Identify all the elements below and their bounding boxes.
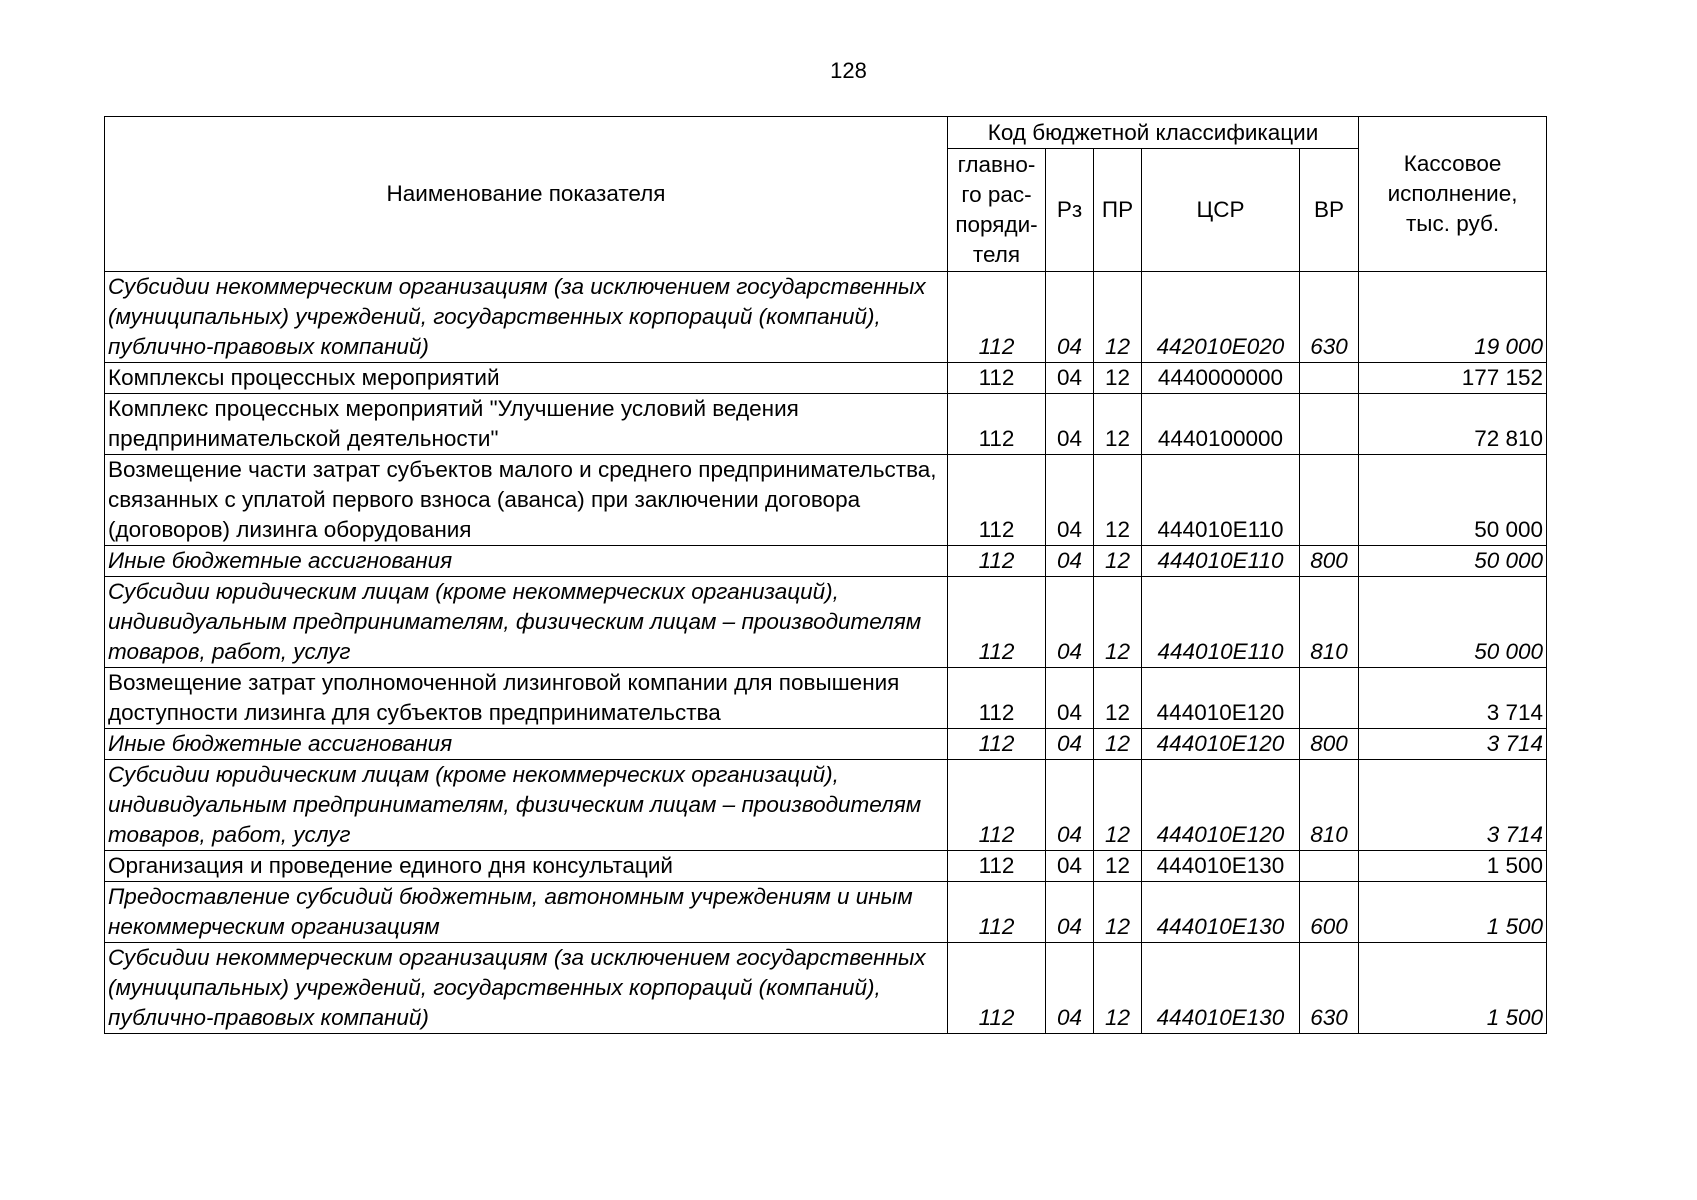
row-manager-code: 112 xyxy=(948,577,1046,668)
row-rz: 04 xyxy=(1046,943,1094,1034)
row-name: Субсидии юридическим лицам (кроме некоммерческих организаций), индивидуальным предпринимателям, физическим лицам – производителям товаров, работ, услуг xyxy=(105,577,948,668)
row-name: Субсидии некоммерческим организациям (за исключением государственных (муниципальных) учреждений, государственных корпораций (компаний), публично-правовых компаний) xyxy=(105,943,948,1034)
table-row xyxy=(105,668,1547,729)
row-csr: 444010Е130 xyxy=(1142,943,1300,1034)
row-pr: 12 xyxy=(1094,394,1142,455)
header-name: Наименование показателя xyxy=(105,117,948,272)
row-vr: 630 xyxy=(1300,943,1359,1034)
table-row xyxy=(105,363,1547,394)
row-amount: 3 714 xyxy=(1359,729,1547,760)
table-row xyxy=(105,760,1547,851)
row-rz: 04 xyxy=(1046,729,1094,760)
row-csr: 444010Е110 xyxy=(1142,577,1300,668)
row-manager-code: 112 xyxy=(948,363,1046,394)
table-row xyxy=(105,394,1547,455)
row-pr: 12 xyxy=(1094,363,1142,394)
header-pr: ПР xyxy=(1094,149,1142,272)
row-amount: 3 714 xyxy=(1359,760,1547,851)
row-rz: 04 xyxy=(1046,455,1094,546)
row-vr xyxy=(1300,394,1359,455)
row-name: Организация и проведение единого дня консультаций xyxy=(105,851,948,882)
row-rz: 04 xyxy=(1046,577,1094,668)
row-pr: 12 xyxy=(1094,882,1142,943)
row-pr: 12 xyxy=(1094,455,1142,546)
table-header xyxy=(105,117,1547,272)
table-row xyxy=(105,272,1547,363)
row-amount: 1 500 xyxy=(1359,882,1547,943)
row-amount: 50 000 xyxy=(1359,577,1547,668)
row-csr: 444010Е120 xyxy=(1142,729,1300,760)
row-rz: 04 xyxy=(1046,851,1094,882)
row-vr xyxy=(1300,363,1359,394)
header-rz: Рз xyxy=(1046,149,1094,272)
row-amount: 72 810 xyxy=(1359,394,1547,455)
row-manager-code: 112 xyxy=(948,455,1046,546)
row-vr: 600 xyxy=(1300,882,1359,943)
row-csr: 444010Е120 xyxy=(1142,668,1300,729)
row-amount: 1 500 xyxy=(1359,851,1547,882)
row-rz: 04 xyxy=(1046,546,1094,577)
page-number: 128 xyxy=(830,58,867,83)
row-vr xyxy=(1300,668,1359,729)
header-csr: ЦСР xyxy=(1142,149,1300,272)
row-name: Иные бюджетные ассигнования xyxy=(105,729,948,760)
header-amount: Кассовое исполнение, тыс. руб. xyxy=(1359,117,1547,272)
table-row xyxy=(105,729,1547,760)
row-name: Предоставление субсидий бюджетным, автономным учреждениям и иным некоммерческим организациям xyxy=(105,882,948,943)
row-manager-code: 112 xyxy=(948,729,1046,760)
row-amount: 1 500 xyxy=(1359,943,1547,1034)
row-pr: 12 xyxy=(1094,851,1142,882)
row-pr: 12 xyxy=(1094,546,1142,577)
row-csr: 444010Е110 xyxy=(1142,455,1300,546)
table-row xyxy=(105,577,1547,668)
row-csr: 444010Е120 xyxy=(1142,760,1300,851)
row-amount: 3 714 xyxy=(1359,668,1547,729)
row-pr: 12 xyxy=(1094,272,1142,363)
row-vr: 810 xyxy=(1300,577,1359,668)
row-csr: 444010Е130 xyxy=(1142,851,1300,882)
table-row xyxy=(105,882,1547,943)
row-pr: 12 xyxy=(1094,668,1142,729)
table-row xyxy=(105,943,1547,1034)
row-name: Комплексы процессных мероприятий xyxy=(105,363,948,394)
header-code-group: Код бюджетной классификации xyxy=(948,117,1359,149)
row-amount: 50 000 xyxy=(1359,455,1547,546)
row-amount: 19 000 xyxy=(1359,272,1547,363)
row-manager-code: 112 xyxy=(948,882,1046,943)
row-name: Возмещение затрат уполномоченной лизинговой компании для повышения доступности лизинга для субъектов предпринимательства xyxy=(105,668,948,729)
row-vr xyxy=(1300,851,1359,882)
row-name: Иные бюджетные ассигнования xyxy=(105,546,948,577)
row-pr: 12 xyxy=(1094,760,1142,851)
row-amount: 50 000 xyxy=(1359,546,1547,577)
row-csr: 4440000000 xyxy=(1142,363,1300,394)
row-rz: 04 xyxy=(1046,760,1094,851)
row-rz: 04 xyxy=(1046,363,1094,394)
row-manager-code: 112 xyxy=(948,394,1046,455)
table-row xyxy=(105,851,1547,882)
row-rz: 04 xyxy=(1046,668,1094,729)
row-name: Субсидии некоммерческим организациям (за исключением государственных (муниципальных) учреждений, государственных корпораций (компаний), публично-правовых компаний) xyxy=(105,272,948,363)
row-rz: 04 xyxy=(1046,882,1094,943)
row-amount: 177 152 xyxy=(1359,363,1547,394)
row-vr: 800 xyxy=(1300,546,1359,577)
row-name: Комплекс процессных мероприятий "Улучшение условий ведения предпринимательской деятельности" xyxy=(105,394,948,455)
header-manager: главно-го рас-поряди-теля xyxy=(948,149,1046,272)
row-manager-code: 112 xyxy=(948,851,1046,882)
row-csr: 4440100000 xyxy=(1142,394,1300,455)
row-pr: 12 xyxy=(1094,943,1142,1034)
table-body xyxy=(105,272,1547,1034)
row-rz: 04 xyxy=(1046,272,1094,363)
row-manager-code: 112 xyxy=(948,760,1046,851)
row-vr xyxy=(1300,455,1359,546)
row-manager-code: 112 xyxy=(948,668,1046,729)
row-manager-code: 112 xyxy=(948,546,1046,577)
table-row xyxy=(105,546,1547,577)
row-csr: 442010Е020 xyxy=(1142,272,1300,363)
budget-execution-table xyxy=(104,116,1547,1034)
row-name: Субсидии юридическим лицам (кроме некоммерческих организаций), индивидуальным предпринимателям, физическим лицам – производителям товаров, работ, услуг xyxy=(105,760,948,851)
row-name: Возмещение части затрат субъектов малого и среднего предпринимательства, связанных с уплатой первого взноса (аванса) при заключении договора (договоров) лизинга оборудования xyxy=(105,455,948,546)
row-pr: 12 xyxy=(1094,729,1142,760)
row-vr: 810 xyxy=(1300,760,1359,851)
row-manager-code: 112 xyxy=(948,272,1046,363)
table-row xyxy=(105,455,1547,546)
row-rz: 04 xyxy=(1046,394,1094,455)
row-csr: 444010Е110 xyxy=(1142,546,1300,577)
row-vr: 800 xyxy=(1300,729,1359,760)
row-csr: 444010Е130 xyxy=(1142,882,1300,943)
row-vr: 630 xyxy=(1300,272,1359,363)
row-manager-code: 112 xyxy=(948,943,1046,1034)
header-vr: ВР xyxy=(1300,149,1359,272)
row-pr: 12 xyxy=(1094,577,1142,668)
